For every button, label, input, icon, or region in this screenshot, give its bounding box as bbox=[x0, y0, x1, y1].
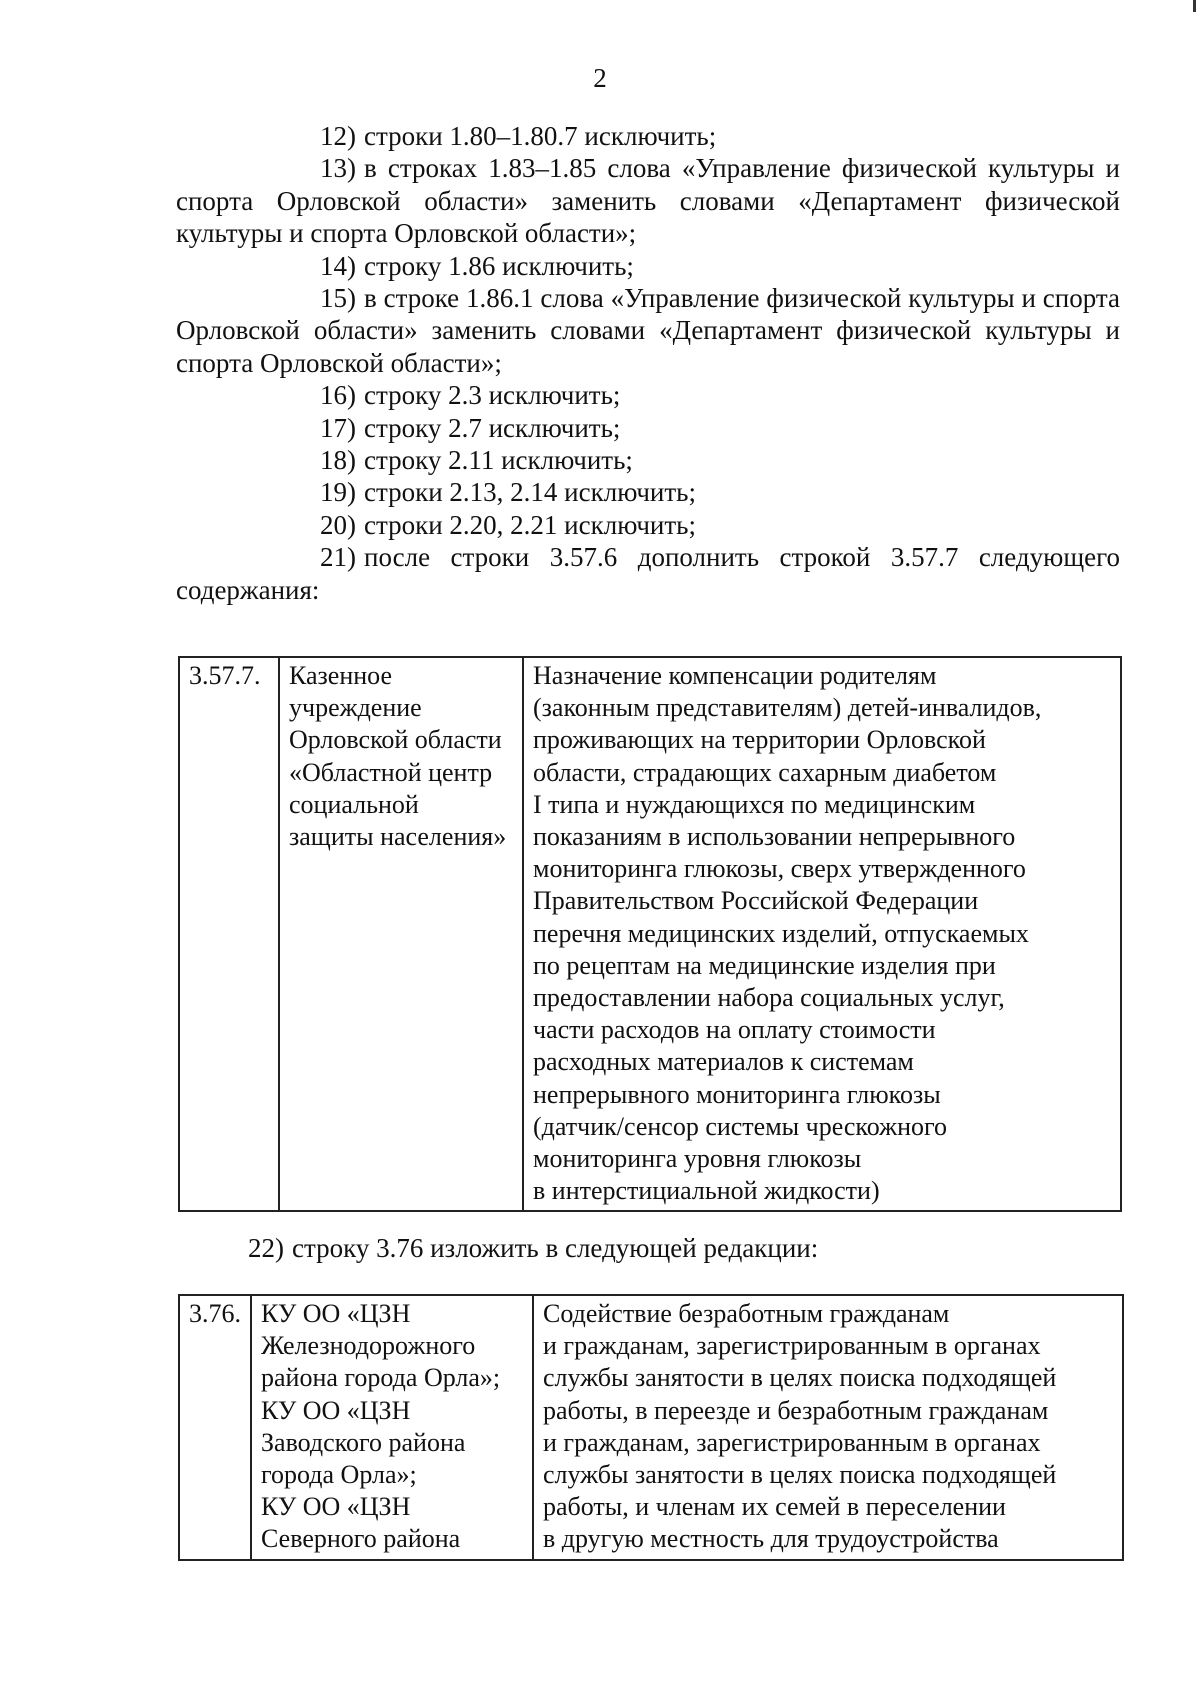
table-row bbox=[179, 1295, 1123, 1560]
table-row-3-57-7 bbox=[178, 656, 1122, 1212]
list-item bbox=[176, 250, 1120, 282]
cell-line: учреждение bbox=[289, 693, 422, 723]
list-item bbox=[176, 379, 1120, 411]
list-item bbox=[176, 541, 1120, 606]
cell-line: защиты населения» bbox=[289, 822, 507, 852]
item-text: в строке 1.86.1 слова «Управление физической культуры и спорта Орловской области» заменить словами «Департамент физической культуры и спорта Орловской области»; bbox=[176, 283, 1120, 378]
list-item bbox=[176, 412, 1120, 444]
item-number: 22) bbox=[248, 1233, 284, 1263]
cell-line: части расходов на оплату стоимости bbox=[533, 1015, 936, 1045]
cell-line: и гражданам, зарегистрированным в органах bbox=[543, 1331, 1041, 1361]
cell-line: в интерстициальной жидкости) bbox=[533, 1176, 880, 1206]
list-item bbox=[176, 152, 1120, 249]
cell-line: проживающих на территории Орловской bbox=[533, 725, 986, 755]
service-cell bbox=[523, 657, 1121, 1211]
item-text: строку 2.3 исключить; bbox=[364, 380, 621, 411]
item-number: 17) bbox=[320, 412, 356, 443]
item-text: строки 2.20, 2.21 исключить; bbox=[364, 509, 696, 540]
item-number: 18) bbox=[320, 445, 356, 476]
list-item bbox=[248, 1232, 818, 1264]
service-cell bbox=[533, 1295, 1123, 1560]
cell-line: предоставлении набора социальных услуг, bbox=[533, 983, 1005, 1013]
cell-line: по рецептам на медицинские изделия при bbox=[533, 950, 996, 980]
list-item bbox=[176, 120, 1120, 152]
organization-cell bbox=[251, 1295, 533, 1560]
table-row-3-76 bbox=[178, 1294, 1124, 1561]
cell-line: мониторинга глюкозы, сверх утвержденного bbox=[533, 854, 1026, 884]
cell-line: показаниям в использовании непрерывного bbox=[533, 822, 1016, 852]
cell-line: службы занятости в целях поиска подходящей bbox=[543, 1363, 1057, 1393]
cell-line: города Орла»; bbox=[261, 1460, 417, 1490]
item-number: 16) bbox=[320, 380, 356, 411]
cell-line: Назначение компенсации родителям bbox=[533, 661, 937, 690]
cell-line: перечня медицинских изделий, отпускаемых bbox=[533, 918, 1029, 948]
item-number: 12) bbox=[320, 121, 356, 151]
list-item bbox=[176, 282, 1120, 379]
item-text: строки 1.80–1.80.7 исключить; bbox=[364, 121, 717, 151]
scan-artifact bbox=[1193, 0, 1196, 12]
item-number: 13) bbox=[320, 153, 356, 184]
item-text: строки 2.13, 2.14 исключить; bbox=[364, 477, 696, 508]
item-text: после строки 3.57.6 дополнить строкой 3.57.7 следующего содержания: bbox=[176, 542, 1120, 605]
list-item bbox=[176, 476, 1120, 508]
cell-line: КУ ОО «ЦЗН bbox=[261, 1492, 411, 1522]
cell-line: работы, и членам их семей в переселении bbox=[543, 1492, 1006, 1522]
cell-line: (датчик/сенсор системы чрескожного bbox=[533, 1111, 947, 1141]
list-item bbox=[176, 509, 1120, 541]
cell-line: Заводского района bbox=[261, 1427, 466, 1457]
cell-line: непрерывного мониторинга глюкозы bbox=[533, 1079, 941, 1109]
item-number: 14) bbox=[320, 250, 356, 281]
item-text: строку 2.11 исключить; bbox=[364, 445, 633, 476]
cell-line: области, страдающих сахарным диабетом bbox=[533, 757, 997, 787]
page-number: 2 bbox=[593, 63, 607, 93]
cell-line: расходных материалов к системам bbox=[533, 1047, 914, 1077]
cell-line: КУ ОО «ЦЗН bbox=[261, 1299, 411, 1328]
cell-line: работы, в переезде и безработным гражданам bbox=[543, 1395, 1049, 1425]
item-number: 20) bbox=[320, 509, 356, 540]
cell-line: района города Орла»; bbox=[261, 1363, 501, 1393]
cell-line: Казенное bbox=[289, 661, 393, 690]
item-number: 21) bbox=[320, 542, 356, 573]
cell-line: Содействие безработным гражданам bbox=[543, 1299, 950, 1328]
cell-line: социальной bbox=[289, 789, 419, 819]
organization-cell bbox=[279, 657, 523, 1211]
cell-line: Правительством Российской Федерации bbox=[533, 886, 979, 916]
item-text: строку 1.86 исключить; bbox=[364, 250, 634, 281]
item-text: строку 3.76 изложить в следующей редакции: bbox=[292, 1233, 819, 1263]
cell-line: Северного района bbox=[261, 1524, 461, 1554]
cell-line: Железнодорожного bbox=[261, 1331, 476, 1361]
row-number-cell: 3.76. bbox=[179, 1295, 251, 1560]
cell-line: КУ ОО «ЦЗН bbox=[261, 1395, 411, 1425]
amendment-list bbox=[176, 120, 1120, 606]
cell-line: и гражданам, зарегистрированным в органах bbox=[543, 1427, 1041, 1457]
cell-line: «Областной центр bbox=[289, 757, 493, 787]
list-item bbox=[176, 444, 1120, 476]
item-text: строку 2.7 исключить; bbox=[364, 412, 621, 443]
item-number: 15) bbox=[320, 283, 356, 314]
cell-line: Орловской области bbox=[289, 725, 502, 755]
row-number-cell: 3.57.7. bbox=[179, 657, 279, 1211]
cell-line: I типа и нуждающихся по медицинским bbox=[533, 789, 976, 819]
item-number: 19) bbox=[320, 477, 356, 508]
cell-line: службы занятости в целях поиска подходящей bbox=[543, 1460, 1057, 1490]
item-text: в строках 1.83–1.85 слова «Управление физической культуры и спорта Орловской области» заменить словами «Департамент физической культуры и спорта Орловской области»; bbox=[176, 153, 1120, 249]
cell-line: в другую местность для трудоустройства bbox=[543, 1524, 999, 1554]
table-row bbox=[179, 657, 1121, 1211]
cell-line: (законным представителям) детей-инвалидов, bbox=[533, 693, 1042, 723]
cell-line: мониторинга уровня глюкозы bbox=[533, 1144, 862, 1174]
